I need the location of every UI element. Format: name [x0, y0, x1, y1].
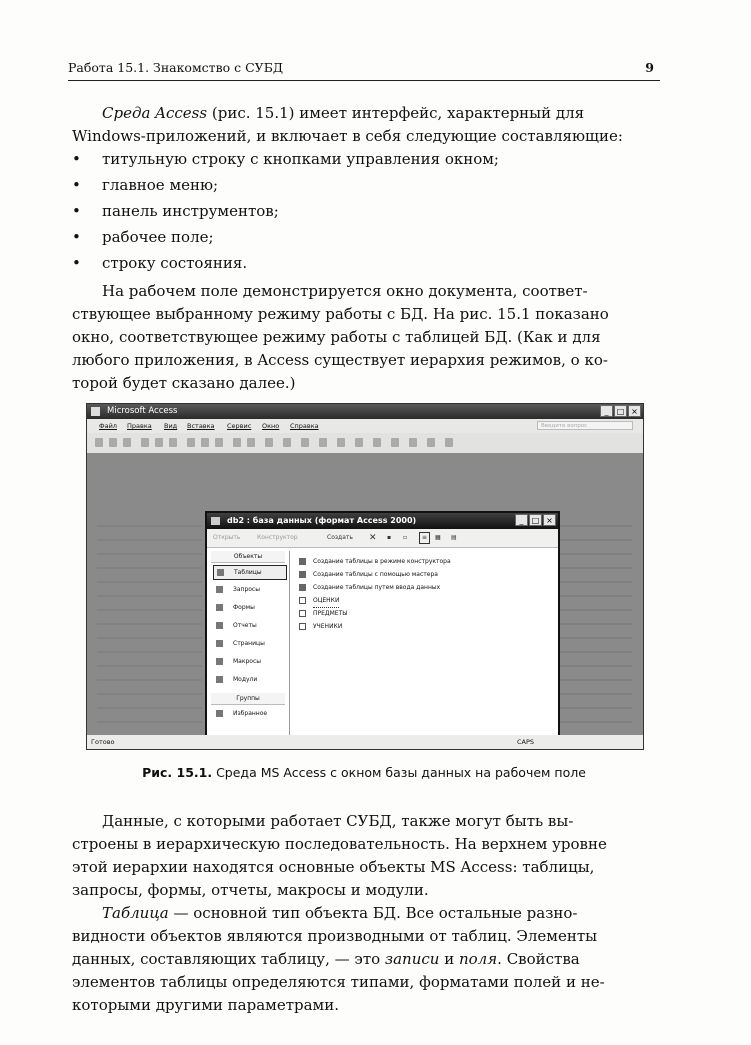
access-screenshot — [86, 403, 644, 750]
open-icon[interactable] — [109, 438, 117, 447]
report-icon — [216, 622, 223, 629]
new-object-icon[interactable] — [355, 438, 363, 447]
sidebar-item-favorites[interactable] — [213, 707, 285, 720]
sidebar-item-tables[interactable] — [213, 565, 287, 580]
objects-header[interactable]: Объекты — [211, 551, 285, 563]
running-header — [68, 58, 660, 81]
para4-line: элементов таблицы определяются типами, форматами полей и не- — [72, 973, 605, 991]
table-icon[interactable] — [409, 438, 417, 447]
table-icon — [299, 610, 306, 617]
open-button[interactable]: Открыть — [213, 534, 241, 541]
menu-item-help[interactable]: Справка — [290, 422, 319, 430]
page-number: 9 — [645, 60, 654, 75]
paste-icon[interactable] — [215, 438, 223, 447]
main-toolbar — [87, 433, 643, 454]
new-file-icon[interactable] — [95, 438, 103, 447]
list-item-label: Создание таблицы в режиме конструктора — [313, 558, 451, 565]
para4-line: которыми другими параметрами. — [72, 996, 339, 1014]
list-item[interactable] — [299, 581, 549, 594]
objects-sidebar — [211, 551, 290, 750]
status-bar — [87, 735, 643, 749]
table-icon — [299, 623, 306, 630]
cut-icon[interactable] — [187, 438, 195, 447]
delete-icon[interactable]: ✕ — [369, 533, 377, 543]
wizard-icon — [299, 571, 306, 578]
running-title: Работа 15.1. Знакомство с СУБД — [68, 60, 284, 75]
list-item[interactable] — [299, 555, 549, 568]
sidebar-item-label: Избранное — [233, 710, 268, 717]
bullet-text: строку состояния. — [102, 254, 248, 272]
intro-emphasis: Среда Access — [102, 104, 208, 122]
list-view-icon[interactable]: ≡ — [419, 532, 430, 544]
web-icon[interactable] — [391, 438, 399, 447]
intro-line-1 — [72, 102, 656, 125]
list-item[interactable] — [299, 607, 549, 620]
form-icon — [216, 604, 223, 611]
menu-item-insert[interactable]: Вставка — [187, 422, 215, 430]
para4-line — [72, 902, 656, 925]
small-icons-icon[interactable]: ▫ — [403, 534, 408, 541]
para3-line — [72, 810, 656, 833]
para2-text: На рабочем поле демонстрируется окно документа, соответ- — [102, 282, 588, 300]
sidebar-item-macros[interactable] — [213, 655, 285, 668]
favorites-icon — [216, 710, 223, 717]
table-icon — [299, 597, 306, 604]
bullet-text: рабочее поле; — [102, 228, 214, 246]
query-icon — [216, 586, 223, 593]
para2-line: ствующее выбранному режиму работы с БД. На рис. 15.1 показано — [72, 305, 609, 323]
properties-icon[interactable] — [319, 438, 327, 447]
database-window-icon[interactable] — [373, 438, 381, 447]
figure-caption — [72, 765, 656, 780]
para2-line: любого приложения, в Access существует иерархия режимов, о ко- — [72, 351, 608, 369]
para3-line: запросы, формы, отчеты, макросы и модули. — [72, 881, 429, 899]
menu-item-window[interactable]: Окно — [262, 422, 280, 430]
para4-line — [72, 948, 656, 971]
design-wizard-icon — [299, 558, 306, 565]
copy-icon[interactable] — [201, 438, 209, 447]
sidebar-item-label: Модули — [233, 676, 258, 683]
sidebar-item-label: Формы — [233, 604, 255, 611]
menu-item-edit[interactable]: Правка — [127, 422, 152, 430]
print-icon[interactable] — [141, 438, 149, 447]
sidebar-item-label: Таблицы — [234, 569, 262, 576]
list-item[interactable] — [299, 620, 549, 633]
para4-text: — основной тип объекта БД. Все остальные разно- — [168, 904, 578, 922]
sidebar-item-label: Макросы — [233, 658, 261, 665]
macro-icon — [216, 658, 223, 665]
caps-indicator: CAPS — [517, 738, 535, 746]
database-icon — [211, 517, 220, 525]
figure-label: Рис. 15.1. — [142, 765, 213, 780]
list-item-label: ОЦЕНКИ — [313, 594, 339, 608]
sidebar-item-label: Отчеты — [233, 622, 257, 629]
table-icon — [217, 569, 224, 576]
window-controls — [600, 405, 641, 417]
large-icons-icon[interactable]: ▪ — [387, 534, 392, 541]
sidebar-item-label: Страницы — [233, 640, 265, 647]
work-area — [87, 453, 643, 735]
sidebar-item-queries[interactable] — [213, 583, 285, 596]
para4-text: . Свойства — [497, 950, 580, 968]
para2-line: окно, соответствующее режиму работы с таблицей БД. (Как и для — [72, 328, 601, 346]
module-icon — [216, 676, 223, 683]
menu-bar — [87, 419, 643, 433]
spelling-icon[interactable] — [169, 438, 177, 447]
close-icon[interactable]: × — [543, 514, 556, 526]
para2-line: торой будет сказано далее.) — [72, 374, 296, 392]
status-text: Готово — [91, 738, 115, 746]
background-texture — [97, 513, 202, 750]
database-window-titlebar — [207, 513, 558, 529]
create-button[interactable]: Создать — [327, 534, 353, 541]
relationships-icon[interactable] — [337, 438, 345, 447]
para4-emphasis: записи — [384, 950, 440, 968]
bullet-text: главное меню; — [102, 176, 219, 194]
sidebar-item-modules[interactable] — [213, 673, 285, 686]
sidebar-item-label: Запросы — [233, 586, 260, 593]
list-item[interactable] — [299, 594, 549, 607]
help-icon[interactable] — [445, 438, 453, 447]
app-titlebar — [87, 404, 643, 419]
intro-line-2: Windows-приложений, и включает в себя следующие составляющие: — [72, 127, 623, 145]
sidebar-item-pages[interactable] — [213, 637, 285, 650]
preview-icon[interactable] — [155, 438, 163, 447]
list-item-label: Создание таблицы путем ввода данных — [313, 584, 441, 591]
access-app-icon — [91, 407, 100, 416]
menu-item-view[interactable]: Вид — [164, 422, 178, 430]
groups-header[interactable]: Группы — [211, 693, 285, 705]
menu-item-file[interactable]: Файл — [99, 422, 117, 430]
undo-icon[interactable] — [247, 438, 255, 447]
minimize-icon[interactable]: _ — [515, 514, 528, 526]
maximize-icon[interactable]: □ — [529, 514, 542, 526]
figure-caption-text: Среда MS Access с окном базы данных на рабочем поле — [212, 765, 586, 780]
page-icon — [216, 640, 223, 647]
design-button[interactable]: Конструктор — [257, 534, 298, 541]
sidebar-item-reports[interactable] — [213, 619, 285, 632]
list-item[interactable] — [299, 568, 549, 581]
intro-line-1-text: (рис. 15.1) имеет интерфейс, характерный для — [207, 104, 585, 122]
maximize-icon[interactable]: □ — [614, 405, 627, 417]
close-icon[interactable]: × — [628, 405, 641, 417]
para4-line: видности объектов являются производными от таблиц. Элементы — [72, 927, 598, 945]
database-window — [205, 511, 560, 750]
data-entry-icon — [299, 584, 306, 591]
save-icon[interactable] — [123, 438, 131, 447]
help-search-input[interactable]: Введите вопрос — [537, 421, 633, 430]
database-window-title: db2 : база данных (формат Access 2000) — [227, 516, 417, 525]
para4-emphasis: Таблица — [102, 904, 169, 922]
list-item-label: ПРЕДМЕТЫ — [313, 610, 348, 617]
para3-line: строены в иерархическую последовательность. На верхнем уровне — [72, 835, 607, 853]
db-window-controls — [515, 514, 556, 526]
list-item-label: Создание таблицы с помощью мастера — [313, 571, 438, 578]
para3-line: этой иерархии находятся основные объекты MS Access: таблицы, — [72, 858, 595, 876]
analyze-icon[interactable] — [283, 438, 291, 447]
format-painter-icon[interactable] — [233, 438, 241, 447]
bullet-text: панель инструментов; — [102, 202, 279, 220]
app-title: Microsoft Access — [107, 406, 178, 416]
sidebar-item-forms[interactable] — [213, 601, 285, 614]
menu-item-tools[interactable]: Сервис — [227, 422, 252, 430]
para2-line — [72, 280, 656, 303]
para4-emphasis: поля — [458, 950, 498, 968]
para3-text: Данные, с которыми работает СУБД, также могут быть вы- — [102, 812, 574, 830]
office-links-icon[interactable] — [265, 438, 273, 447]
code-icon[interactable] — [301, 438, 309, 447]
para4-text: и — [439, 950, 459, 968]
minimize-icon[interactable]: _ — [600, 405, 613, 417]
details-view-icon[interactable]: ▦ — [435, 534, 441, 541]
list-item-label: УЧЕНИКИ — [313, 623, 343, 630]
database-toolbar — [207, 529, 558, 548]
bullet-text: титульную строку с кнопками управления окном; — [102, 150, 499, 168]
para4-text: данных, составляющих таблицу, — это — [72, 950, 385, 968]
group-icon[interactable]: ▤ — [451, 534, 457, 541]
query-icon[interactable] — [427, 438, 435, 447]
